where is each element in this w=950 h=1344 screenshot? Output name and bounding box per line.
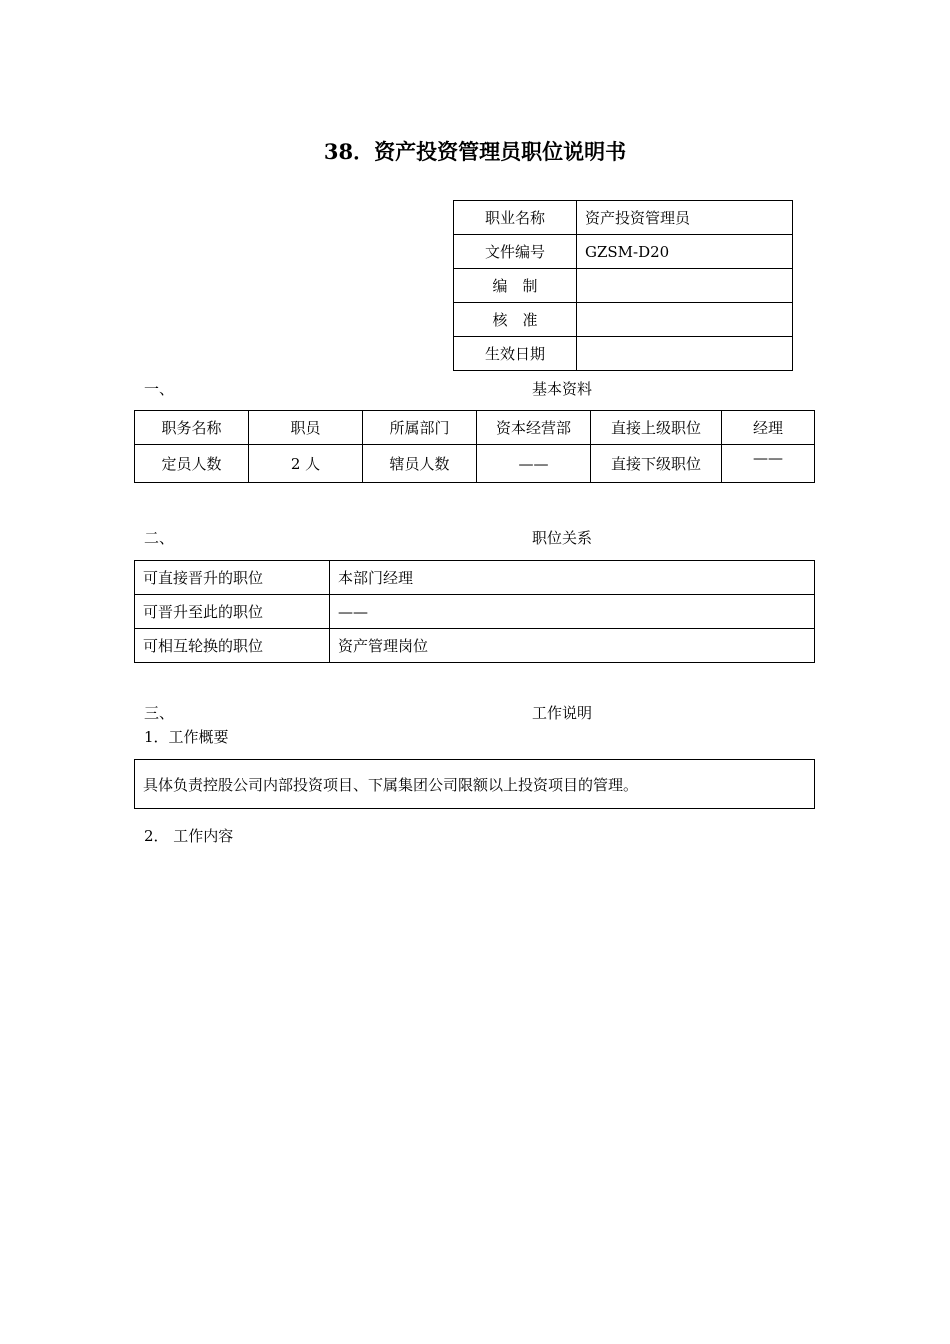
table-cell: 资本经营部 [477,411,591,445]
meta-label: 职业名称 [454,201,577,235]
work-summary-text: 具体负责控股公司内部投资项目、下属集团公司限额以上投资项目的管理。 [135,760,815,809]
table-row [135,561,815,595]
section-number: 二、 [144,529,175,547]
section-title: 基本资料 [532,380,593,398]
position-relations-table [134,560,815,663]
meta-label: 核 准 [454,303,577,337]
table-row [135,595,815,629]
table-row [454,269,793,303]
meta-value [577,337,793,371]
relation-value: —— [330,595,815,629]
page-title: 38．资产投资管理员职位说明书 [323,139,627,164]
meta-label: 文件编号 [454,235,577,269]
subsection-heading: 2． 工作内容 [144,827,234,845]
table-cell: 所属部门 [363,411,477,445]
table-row [135,629,815,663]
meta-value: GZSM-D20 [577,235,793,269]
relation-value: 资产管理岗位 [330,629,815,663]
relation-label: 可直接晋升的职位 [135,561,330,595]
table-cell: 定员人数 [135,445,249,483]
table-cell: 职务名称 [135,411,249,445]
document-meta-table [453,200,793,371]
table-cell: 直接下级职位 [591,445,722,483]
section-title: 职位关系 [532,529,593,547]
table-row [135,445,815,483]
section-number: 三、 [144,704,175,722]
table-cell: —— [477,445,591,483]
table-row [454,337,793,371]
table-row [135,760,815,809]
table-cell: —— [722,445,815,483]
basic-info-table [134,410,815,483]
table-row [454,201,793,235]
table-cell: 职员 [249,411,363,445]
meta-value [577,303,793,337]
meta-value [577,269,793,303]
table-cell: 直接上级职位 [591,411,722,445]
meta-value: 资产投资管理员 [577,201,793,235]
meta-label: 编 制 [454,269,577,303]
relation-label: 可相互轮换的职位 [135,629,330,663]
section-number: 一、 [144,380,175,398]
relation-value: 本部门经理 [330,561,815,595]
table-cell: 经理 [722,411,815,445]
table-row [135,411,815,445]
table-cell: 2 人 [249,445,363,483]
relation-label: 可晋升至此的职位 [135,595,330,629]
table-row [454,303,793,337]
meta-label: 生效日期 [454,337,577,371]
subsection-heading: 1．工作概要 [144,728,229,746]
work-summary-table [134,759,815,809]
table-cell: 辖员人数 [363,445,477,483]
section-title: 工作说明 [532,704,593,722]
table-row [454,235,793,269]
